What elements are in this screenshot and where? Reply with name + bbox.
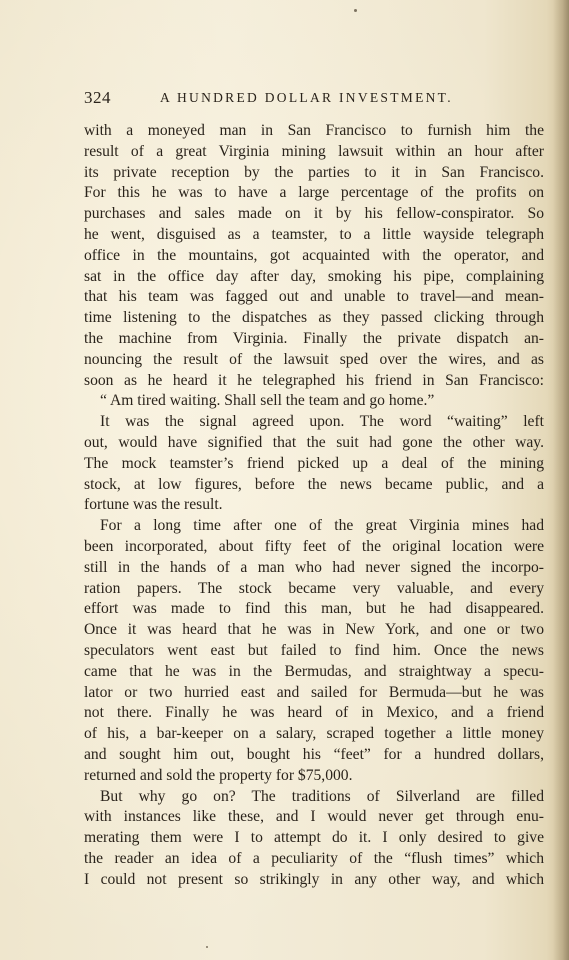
text-line: For this he was to have a large percentage of the profits on [84,184,544,202]
text-line: nouncing the result of the lawsuit sped over the wires, and as [84,350,544,368]
text-line: that his team was fagged out and unable to travel—and mean- [84,288,544,306]
text-line: speculators went east but failed to find him. Once the news [84,641,544,659]
text-line: time listening to the dispatches as they passed clicking through [84,309,544,327]
text-line: still in the hands of a man who had never signed the incorpo- [84,558,544,576]
text-line: sat in the office day after day, smoking his pipe, complaining [84,267,544,285]
text-line: with instances like these, and I would never get through enu- [84,808,544,826]
text-line: with a moneyed man in San Francisco to furnish him the [84,122,544,139]
text-line: he went, disguised as a teamster, to a little wayside telegraph [84,225,544,243]
text-line: It was the signal agreed upon. The word “waiting” left [100,413,544,431]
body-text [84,121,544,890]
text-line: “ Am tired waiting. Shall sell the team and go home.” [100,392,435,410]
text-line: its private reception by the parties to it in San Francisco. [84,163,544,181]
running-head: A HUNDRED DOLLAR INVESTMENT. [160,90,453,105]
text-line: lator or two hurried east and sailed for Bermuda—but he was [84,683,544,701]
ink-speck [354,9,357,12]
text-line: of his, a bar-keeper on a salary, scraped together a little money [84,725,544,743]
text-line: been incorporated, about fifty feet of the original location were [84,537,544,555]
text-line: ration papers. The stock became very valuable, and every [84,579,544,597]
ink-speck [206,946,208,948]
text-line: came that he was in the Bermudas, and straightway a specu- [84,662,544,680]
text-line: merating them were I to attempt do it. I only desired to give [84,829,544,847]
page-edge-shadow [553,0,569,960]
text-line: stock, at low figures, before the news became public, and a [84,475,544,493]
text-line: result of a great Virginia mining lawsuit within an hour after [84,142,544,160]
text-line: the reader an idea of a peculiarity of the “flush times” which [84,849,544,867]
text-line: returned and sold the property for $75,000. [84,766,353,784]
text-line: effort was made to find this man, but he had disappeared. [84,600,544,618]
text-line: purchases and sales made on it by his fellow-conspirator. So [84,205,544,223]
text-line: out, would have signified that the suit had gone the other way. [84,433,544,451]
text-line: fortune was the result. [84,496,223,514]
text-line: I could not present so strikingly in any other way, and which [84,870,544,888]
page-header [84,88,544,110]
text-line: The mock teamster’s friend picked up a deal of the mining [84,454,544,472]
text-line: Once it was heard that he was in New York, and one or two [84,621,544,639]
text-line: But why go on? The traditions of Silverland are filled [100,787,544,805]
text-line: the machine from Virginia. Finally the private dispatch an- [84,329,544,347]
text-line: office in the mountains, got acquainted with the operator, and [84,246,544,264]
text-line: soon as he heard it he telegraphed his friend in San Francisco: [84,371,544,389]
text-line: For a long time after one of the great Virginia mines had [100,517,544,535]
text-line: and sought him out, bought his “feet” for a hundred dollars, [84,745,544,763]
page-number: 324 [84,88,111,107]
text-line: not there. Finally he was heard of in Mexico, and a friend [84,704,544,722]
